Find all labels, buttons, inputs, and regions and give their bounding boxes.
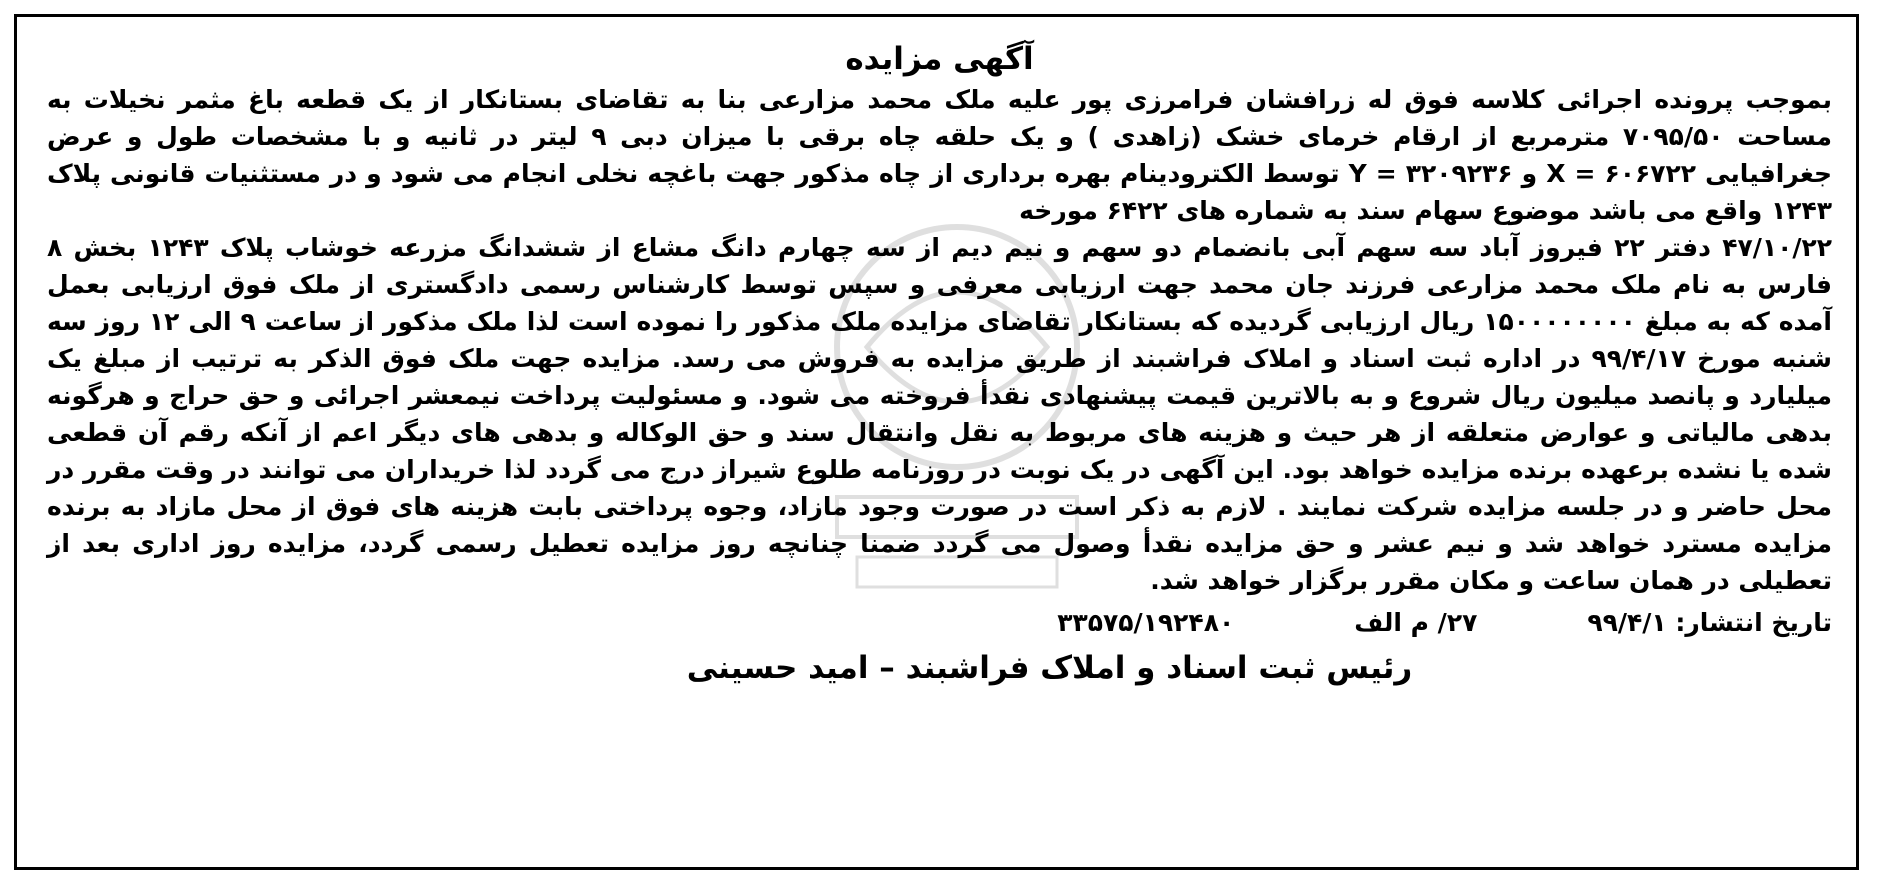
reference-code: ۳۳۵۷۵/۱۹۲۴۸۰ <box>1057 608 1235 637</box>
publication-date: تاریخ انتشار: ۹۹/۴/۱ <box>1587 608 1832 637</box>
paragraph-1: بموجب پرونده اجرائی کلاسه فوق له زرافشان فرامرزی پور علیه ملک محمد مزارعی بنا به تقاضای بستانکار از یک قطعه باغ مثمر نخیلات به مساحت ۷۰۹۵/۵۰ مترمربع از ارقام خرمای خشک (زاهدی ) و یک حلقه چاه برقی با میزان دبی ۹ لیتر در ثانیه و با مشخصات طول و عرض جغرافیایی ۶۰۶۷۲۲ = X و ۳۲۰۹۲۳۶ = Y توسط الکترودینام بهره برداری از چاه مذکور جهت باغچه نخلی انجام می شود و در مستثنیات قانونی پلاک ۱۲۴۳ واقع می باشد موضوع سهام سند به شماره های ۶۴۲۲ مورخه <box>47 85 1833 225</box>
notice-title: آگهی مزایده <box>845 41 1034 77</box>
notice-content <box>47 39 1832 691</box>
paragraph-2: ۴۷/۱۰/۲۲ دفتر ۲۲ فیروز آباد سه سهم آبی بانضمام دو سهم و نیم دیم از سه چهارم دانگ مشاع از ششدانگ مزرعه خوشاب پلاک ۱۲۴۳ بخش ۸ فارس به نام ملک محمد مزارعی فرزند جان محمد جهت ارزیابی معرفی و سپس توسط کارشناس رسمی دادگستری از ملک فوق ارزیابی بعمل آمده که به مبلغ ۱۵۰۰۰۰۰۰۰۰ ریال ارزیابی گردیده که بستانکار تقاضای مزایده ملک مذکور را نموده است لذا ملک مذکور از ساعت ۹ الی ۱۲ روز سه شنبه مورخ ۹۹/۴/۱۷ در اداره ثبت اسناد و املاک فراشبند از طریق مزایده به فروش می رسد. مزایده جهت ملک فوق الذکر به ترتیب از مبلغ یک میلیارد و پانصد میلیون ریال شروع و به بالاترین قیمت پیشنهادی نقدأ فروخته می شود. و مسئولیت پرداخت نیمعشر اجرائی و حق حراج و هرگونه بدهی مالیاتی و عوارض متعلقه از هر حیث و هزینه های مربوط به نقل وانتقال سند و حق الوکاله و بدهی های دیگر اعم از آنکه رقم آن قطعی شده یا نشده برعهده برنده مزایده خواهد بود. این آگهی در یک نوبت در روزنامه طلوع شیراز درج می گردد لذا خریداران می توانند در وقت مقرر در محل حاضر و در جلسه مزایده شرکت نمایند . لازم به ذکر است در صورت وجود مازاد، وجوه پرداختی بابت هزینه های فوق از محل مازاد به برنده مزایده مسترد خواهد شد و نیم عشر و حق مزایده نقدأ وصول می گردد ضمنا چنانچه روز مزایده تعطیل رسمی گردد، مزایده روز اداری بعد از تعطیلی در همان ساعت و مکان مقرر برگزار خواهد شد. <box>47 233 1833 595</box>
notice-frame <box>14 14 1859 870</box>
footer-line <box>47 603 1832 643</box>
letter-number: ۲۷/ م الف <box>1354 608 1478 637</box>
signature-line: رئیس ثبت اسناد و املاک فراشبند – امید حسینی <box>686 650 1413 686</box>
